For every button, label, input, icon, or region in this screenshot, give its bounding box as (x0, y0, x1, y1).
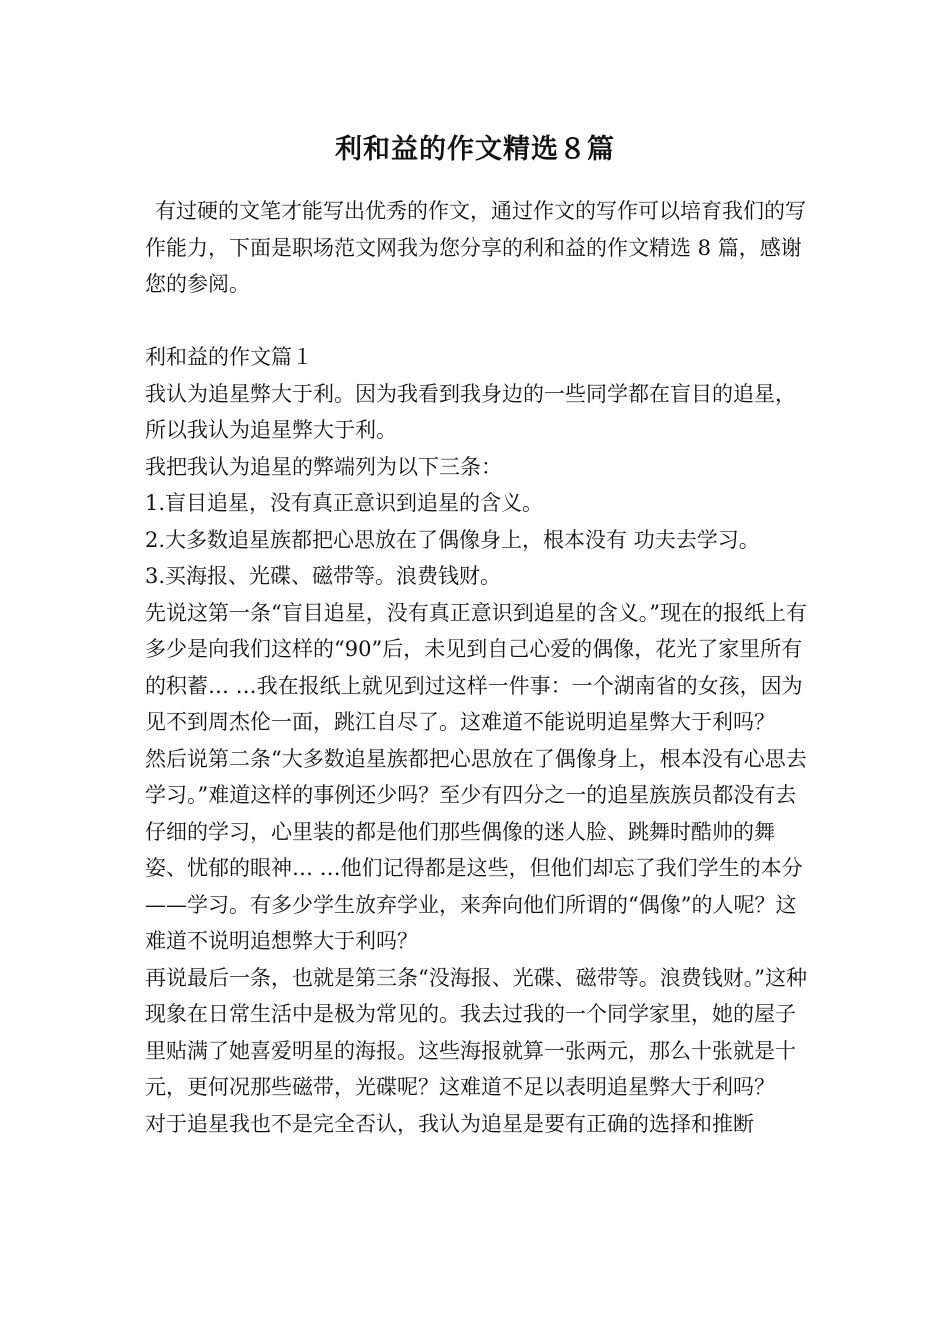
document-title: 利和益的作文精选８篇 (335, 134, 615, 165)
paragraph: 我把我认为追星的弊端列为以下三条： (145, 454, 502, 479)
paragraph: 我认为追星弊大于利。因为我看到我身边的一些同学都在盲目的追星，所以我认为追星弊大于利。 (145, 381, 796, 442)
list-item: 2.大多数追星族都把心思放在了偶像身上，根本没有 功夫去学习。 (145, 527, 760, 552)
section-heading: 利和益的作文篇１ (145, 345, 313, 369)
essay-section (145, 339, 807, 1142)
paragraph: 对于追星我也不是完全否认，我认为追星是要有正确的选择和推断 (145, 1111, 754, 1136)
paragraph: 再说最后一条，也就是第三条“没海报、光碟、磁带等。浪费钱财。”这种现象在日常生活中是极为常见的。我去过我的一个同学家里，她的屋子里贴满了她喜爱明星的海报。这些海报就算一张两元，那么十张就是十元，更何况那些磁带，光碟呢？这难道不足以表明追星弊大于利吗？ (145, 965, 807, 1099)
intro-paragraph: 有过硬的文笔才能写出优秀的作文，通过作文的写作可以培育我们的写作能力，下面是职场范文网我为您分享的利和益的作文精选 8 篇，感谢您的参阅。 (145, 199, 806, 296)
paragraph: 先说这第一条“盲目追星，没有真正意识到追星的含义。”现在的报纸上有多少是向我们这样的“90”后，未见到自己心爱的偶像，花光了家里所有的积蓄… …我在报纸上就见到过这样一件事：一个湖南省的女孩，因为见不到周杰伦一面，跳江自尽了。这难道不能说明追星弊大于利吗？ (145, 600, 807, 734)
list-item: 3.买海报、光碟、磁带等。浪费钱财。 (145, 564, 502, 588)
paragraph: 然后说第二条“大多数追星族都把心思放在了偶像身上，根本没有心思去学习。”难道这样的事例还少吗？至少有四分之一的追星族族员都没有去仔细的学习，心里装的都是他们那些偶像的迷人脸、跳舞时酷帅的舞姿、忧郁的眼神… …他们记得都是这些，但他们却忘了我们学生的本分——学习。有多少学生放弃学业，来奔向他们所谓的“偶像”的人呢？这难道不说明追想弊大于利吗？ (145, 746, 807, 953)
list-item: 1.盲目追星，没有真正意识到追星的含义。 (145, 491, 544, 515)
